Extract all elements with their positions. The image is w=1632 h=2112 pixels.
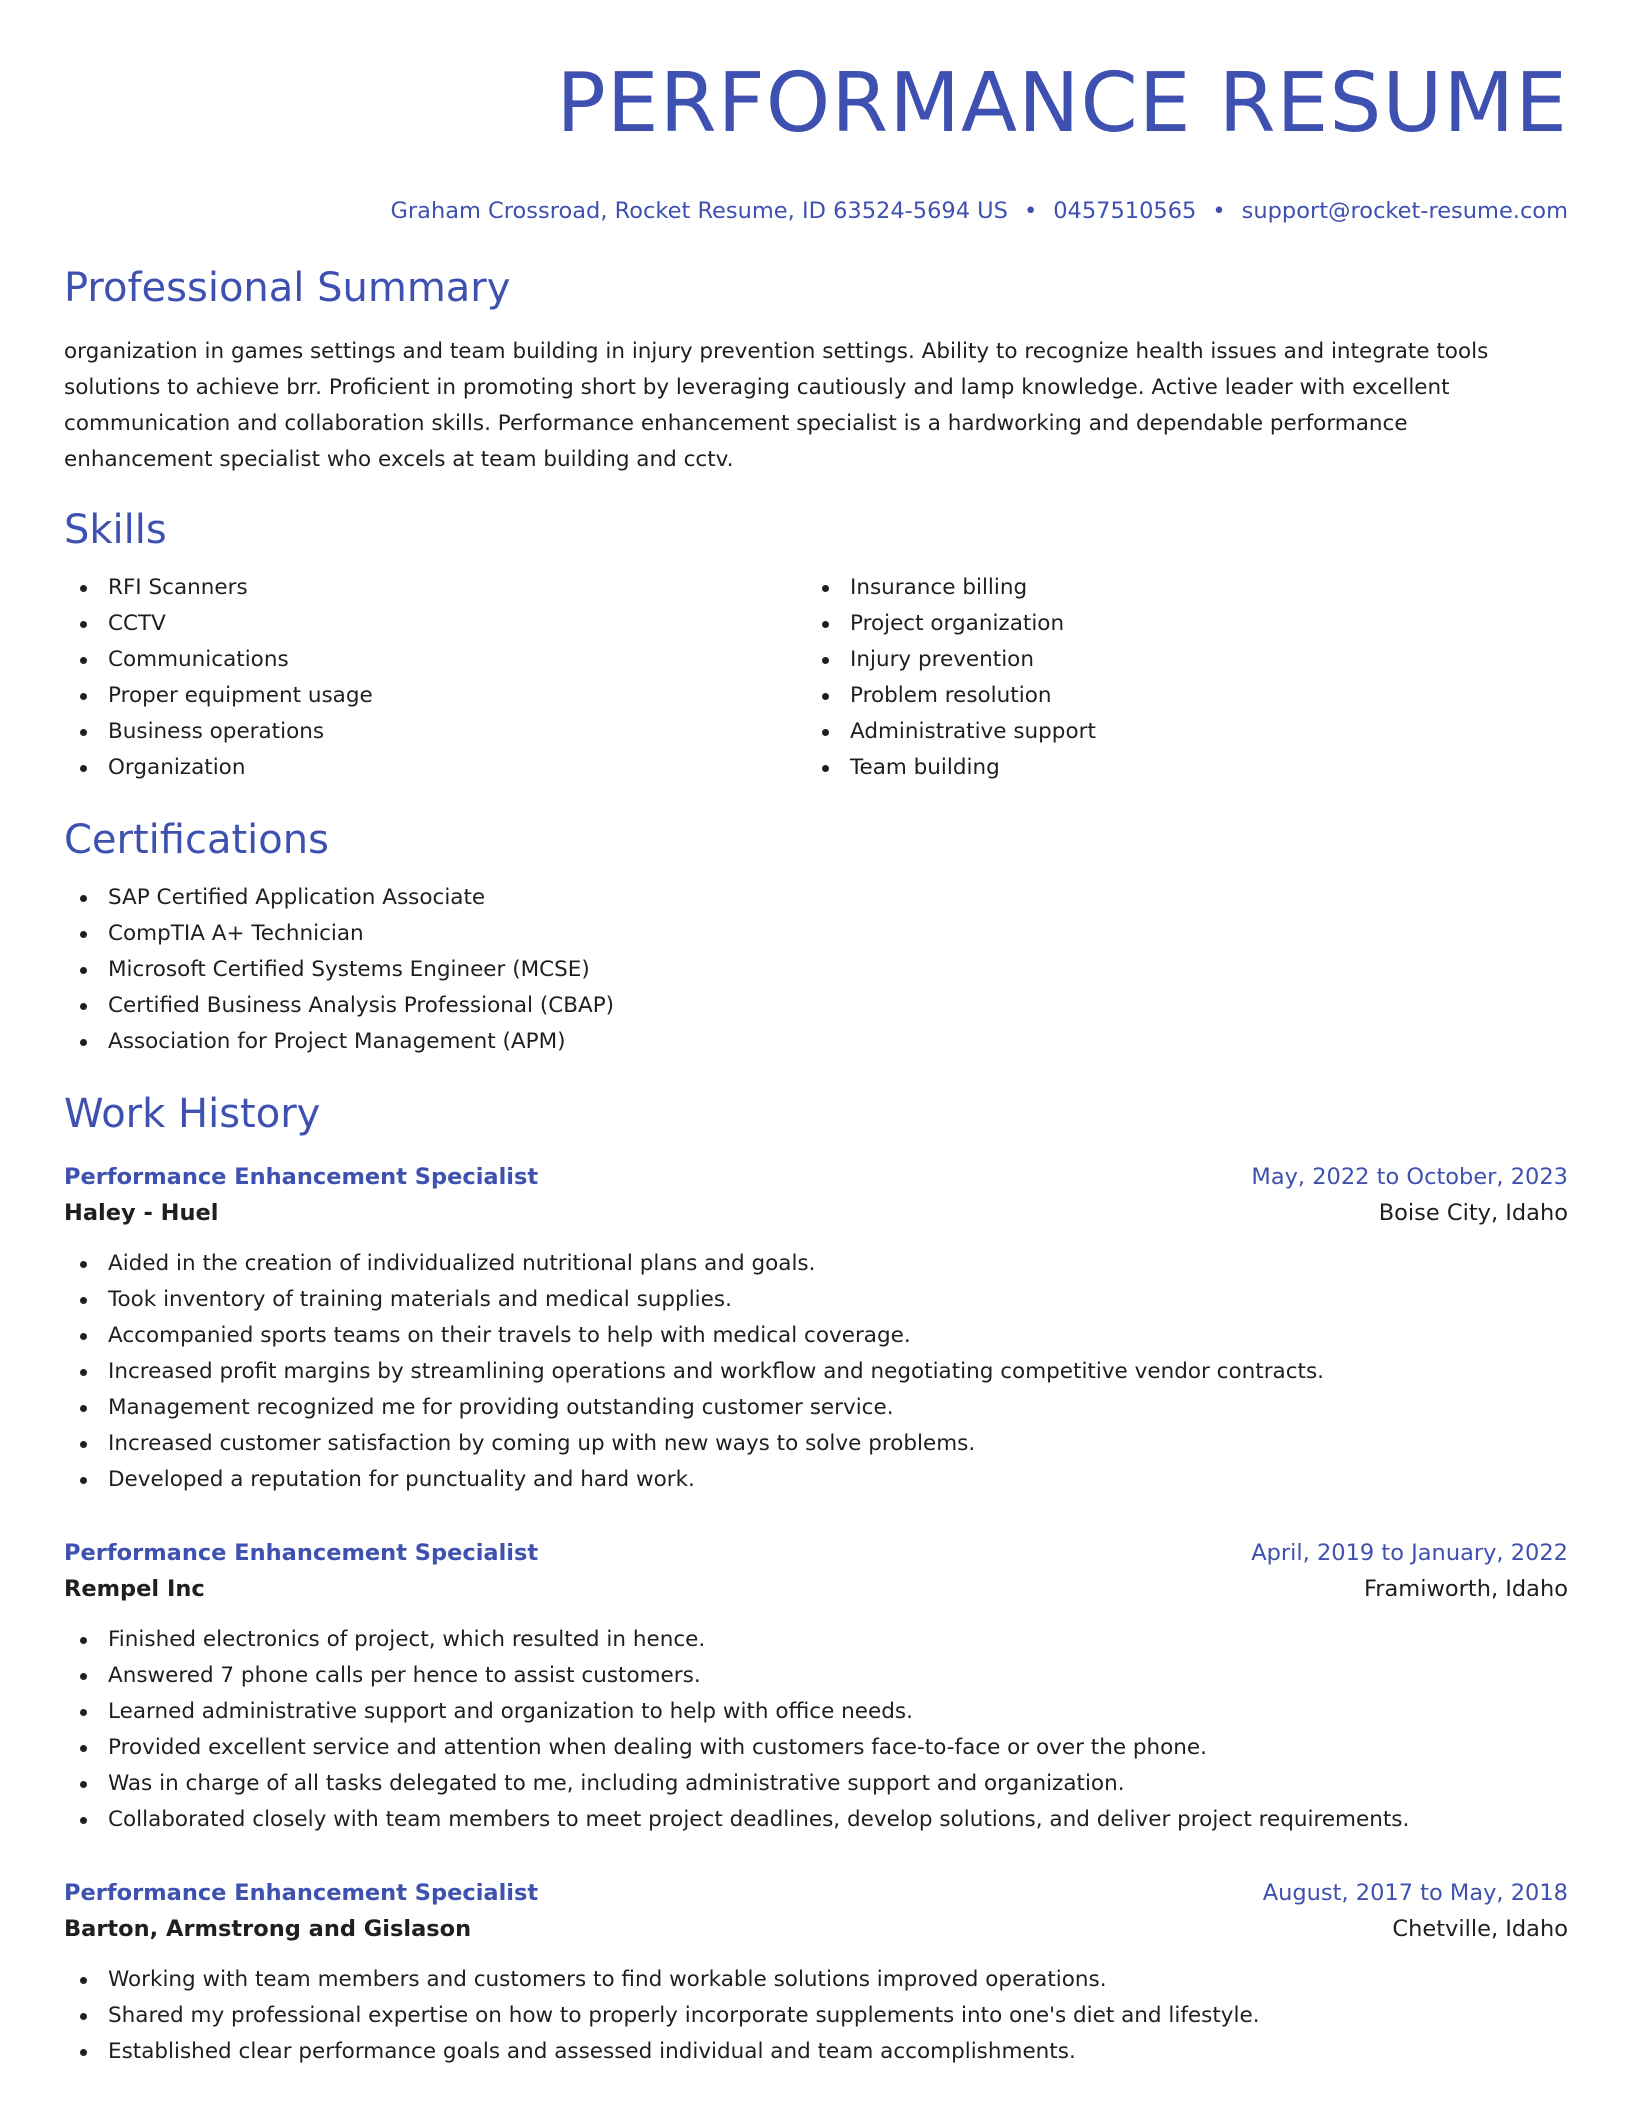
job-duty-item: Learned administrative support and organization to help with office needs.: [64, 1694, 1568, 1730]
certification-item: Certified Business Analysis Professional (CBAP): [64, 988, 1568, 1024]
job-duty-item: Was in charge of all tasks delegated to me, including administrative support and organization.: [64, 1766, 1568, 1802]
job-duties-list: [64, 1962, 1568, 2070]
contact-line: [64, 196, 1568, 226]
certification-item: CompTIA A+ Technician: [64, 916, 1568, 952]
job-duty-item: Collaborated closely with team members to meet project deadlines, develop solutions, and deliver project requirements.: [64, 1802, 1568, 1838]
skill-item: Team building: [806, 750, 1548, 786]
job-dates: April, 2019 to January, 2022: [1251, 1540, 1568, 1566]
job-company-row: [64, 1570, 1568, 1608]
skill-item: Administrative support: [806, 714, 1548, 750]
skill-item: Problem resolution: [806, 678, 1548, 714]
job-entry: [64, 1876, 1568, 2070]
job-company-row: [64, 1910, 1568, 1948]
job-header-row: [64, 1160, 1568, 1194]
job-duties-list: [64, 1246, 1568, 1498]
job-company: Haley - Huel: [64, 1200, 219, 1226]
job-duty-item: Accompanied sports teams on their travels to help with medical coverage.: [64, 1318, 1568, 1354]
job-duty-item: Aided in the creation of individualized nutritional plans and goals.: [64, 1246, 1568, 1282]
separator-dot: •: [1023, 198, 1038, 224]
summary-text: organization in games settings and team building in injury prevention settings. Ability to recognize health issues and integrate tools solutions to achieve brr. Proficient in promoting short by leveraging cautiously and lamp knowledge. Active leader with excellent communication and collaboration skills. Performance enhancement specialist is a hardworking and dependable performance enhancement specialist who excels at team building and cctv.: [64, 339, 1489, 472]
skill-item: Organization: [64, 750, 806, 786]
job-entry: [64, 1160, 1568, 1498]
job-title: Performance Enhancement Specialist: [64, 1880, 539, 1906]
certification-item: SAP Certified Application Associate: [64, 880, 1568, 916]
skill-item: Business operations: [64, 714, 806, 750]
job-duty-item: Finished electronics of project, which resulted in hence.: [64, 1622, 1568, 1658]
skill-item: Communications: [64, 642, 806, 678]
page-title: PERFORMANCE RESUME: [556, 56, 1568, 151]
job-title: Performance Enhancement Specialist: [64, 1540, 539, 1566]
email-link[interactable]: support@rocket-resume.com: [1241, 198, 1568, 224]
skill-item: Insurance billing: [806, 570, 1548, 606]
job-duty-item: Management recognized me for providing outstanding customer service.: [64, 1390, 1568, 1426]
job-dates: May, 2022 to October, 2023: [1251, 1164, 1568, 1190]
skills-list-right: [806, 570, 1548, 786]
skill-item: Proper equipment usage: [64, 678, 806, 714]
job-duty-item: Working with team members and customers to find workable solutions improved operations.: [64, 1962, 1568, 1998]
certifications-list: [64, 880, 1568, 1060]
skills-list-left: [64, 570, 806, 786]
job-duty-item: Increased customer satisfaction by coming up with new ways to solve problems.: [64, 1426, 1568, 1462]
skill-item: Project organization: [806, 606, 1548, 642]
work-history-heading: Work History: [64, 1091, 321, 1137]
job-header-row: [64, 1536, 1568, 1570]
job-company: Barton, Armstrong and Gislason: [64, 1916, 472, 1942]
job-company: Rempel Inc: [64, 1576, 205, 1602]
job-duty-item: Answered 7 phone calls per hence to assist customers.: [64, 1658, 1568, 1694]
job-duties-list: [64, 1622, 1568, 1838]
job-duty-item: Established clear performance goals and assessed individual and team accomplishments.: [64, 2034, 1568, 2070]
skill-item: CCTV: [64, 606, 806, 642]
job-duty-item: Developed a reputation for punctuality and hard work.: [64, 1462, 1568, 1498]
job-header-row: [64, 1876, 1568, 1910]
job-duty-item: Took inventory of training materials and medical supplies.: [64, 1282, 1568, 1318]
skill-item: RFI Scanners: [64, 570, 806, 606]
job-location: Boise City, Idaho: [1378, 1200, 1568, 1226]
summary-heading: Professional Summary: [64, 265, 511, 311]
job-entry: [64, 1536, 1568, 1838]
phone: 0457510565: [1053, 198, 1197, 224]
job-duty-item: Shared my professional expertise on how to properly incorporate supplements into one's diet and lifestyle.: [64, 1998, 1568, 2034]
address: Graham Crossroad, Rocket Resume, ID 63524-5694 US: [390, 198, 1008, 224]
separator-dot: •: [1212, 198, 1226, 224]
certification-item: Association for Project Management (APM): [64, 1024, 1568, 1060]
certification-item: Microsoft Certified Systems Engineer (MCSE): [64, 952, 1568, 988]
job-duty-item: Increased profit margins by streamlining operations and workflow and negotiating competitive vendor contracts.: [64, 1354, 1568, 1390]
job-duty-item: Provided excellent service and attention when dealing with customers face-to-face or over the phone.: [64, 1730, 1568, 1766]
skills-heading: Skills: [64, 507, 167, 553]
job-title: Performance Enhancement Specialist: [64, 1164, 539, 1190]
job-location: Chetville, Idaho: [1392, 1916, 1568, 1942]
certifications-heading: Certifications: [64, 817, 329, 863]
skill-item: Injury prevention: [806, 642, 1548, 678]
skills-grid: [64, 570, 1568, 786]
job-location: Framiworth, Idaho: [1363, 1576, 1568, 1602]
job-dates: August, 2017 to May, 2018: [1262, 1880, 1568, 1906]
job-company-row: [64, 1194, 1568, 1232]
resume-header: [64, 0, 1568, 226]
